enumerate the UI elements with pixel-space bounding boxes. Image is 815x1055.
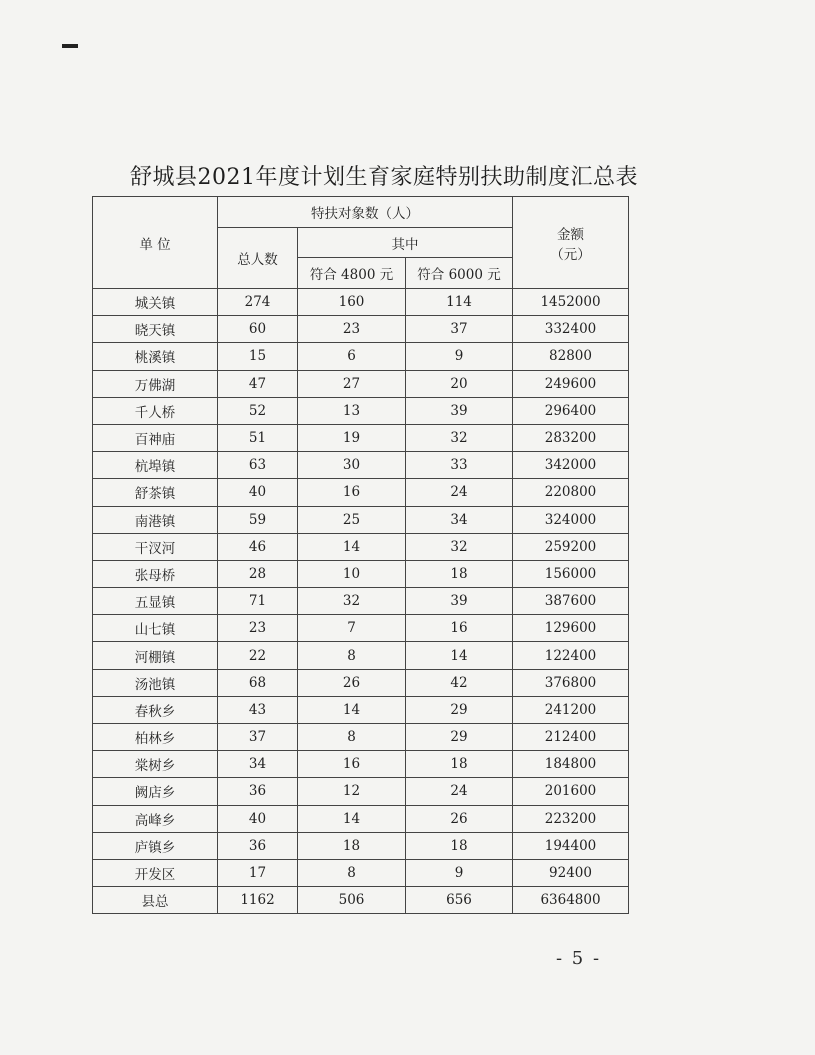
header-meet-4800: 符合 4800 元	[298, 258, 406, 289]
cell-4800: 8	[298, 859, 406, 886]
cell-unit: 汤池镇	[93, 669, 218, 696]
cell-unit: 高峰乡	[93, 805, 218, 832]
cell-total: 71	[218, 588, 298, 615]
table-body	[93, 289, 629, 914]
cell-unit: 春秋乡	[93, 696, 218, 723]
cell-total: 63	[218, 452, 298, 479]
cell-4800: 14	[298, 805, 406, 832]
cell-amount: 156000	[513, 560, 629, 587]
table-row	[93, 642, 629, 669]
cell-total: 274	[218, 289, 298, 316]
cell-total: 40	[218, 479, 298, 506]
cell-4800: 18	[298, 832, 406, 859]
cell-4800: 25	[298, 506, 406, 533]
cell-amount: 201600	[513, 778, 629, 805]
cell-unit: 桃溪镇	[93, 343, 218, 370]
cell-4800: 14	[298, 696, 406, 723]
cell-total: 34	[218, 751, 298, 778]
cell-unit: 庐镇乡	[93, 832, 218, 859]
cell-6000: 18	[406, 751, 513, 778]
cell-6000: 29	[406, 696, 513, 723]
cell-amount: 129600	[513, 615, 629, 642]
cell-6000: 39	[406, 397, 513, 424]
cell-amount: 241200	[513, 696, 629, 723]
cell-total: 22	[218, 642, 298, 669]
cell-unit: 棠树乡	[93, 751, 218, 778]
cell-total: 60	[218, 316, 298, 343]
cell-6000: 39	[406, 588, 513, 615]
table-row	[93, 533, 629, 560]
cell-unit: 万佛湖	[93, 370, 218, 397]
cell-amount: 376800	[513, 669, 629, 696]
cell-unit: 县总	[93, 887, 218, 914]
cell-6000: 24	[406, 778, 513, 805]
cell-4800: 16	[298, 479, 406, 506]
cell-total: 36	[218, 832, 298, 859]
cell-total: 47	[218, 370, 298, 397]
header-amount-unit: （元）	[550, 246, 591, 263]
cell-4800: 13	[298, 397, 406, 424]
cell-unit: 晓天镇	[93, 316, 218, 343]
cell-amount: 184800	[513, 751, 629, 778]
header-total: 总人数	[218, 228, 298, 289]
table-row	[93, 696, 629, 723]
cell-4800: 26	[298, 669, 406, 696]
table-row	[93, 343, 629, 370]
cell-4800: 10	[298, 560, 406, 587]
cell-total: 46	[218, 533, 298, 560]
table-row	[93, 370, 629, 397]
cell-6000: 32	[406, 424, 513, 451]
cell-6000: 9	[406, 343, 513, 370]
cell-total: 52	[218, 397, 298, 424]
page-number: - 5 -	[556, 948, 602, 969]
cell-amount: 223200	[513, 805, 629, 832]
cell-4800: 160	[298, 289, 406, 316]
cell-amount: 283200	[513, 424, 629, 451]
table-row	[93, 805, 629, 832]
cell-4800: 12	[298, 778, 406, 805]
cell-6000: 33	[406, 452, 513, 479]
cell-unit: 张母桥	[93, 560, 218, 587]
cell-4800: 8	[298, 642, 406, 669]
cell-total: 17	[218, 859, 298, 886]
cell-total: 40	[218, 805, 298, 832]
cell-unit: 杭埠镇	[93, 452, 218, 479]
cell-6000: 16	[406, 615, 513, 642]
corner-mark	[62, 44, 78, 48]
cell-total: 59	[218, 506, 298, 533]
cell-4800: 23	[298, 316, 406, 343]
cell-6000: 14	[406, 642, 513, 669]
cell-amount: 324000	[513, 506, 629, 533]
cell-unit: 南港镇	[93, 506, 218, 533]
summary-table	[92, 196, 629, 914]
table-row	[93, 669, 629, 696]
cell-6000: 9	[406, 859, 513, 886]
cell-total: 37	[218, 724, 298, 751]
table-row	[93, 289, 629, 316]
cell-4800: 14	[298, 533, 406, 560]
table-row	[93, 615, 629, 642]
cell-unit: 舒茶镇	[93, 479, 218, 506]
cell-6000: 32	[406, 533, 513, 560]
cell-unit: 干汊河	[93, 533, 218, 560]
table-row	[93, 724, 629, 751]
table-row	[93, 887, 629, 914]
cell-amount: 249600	[513, 370, 629, 397]
cell-4800: 16	[298, 751, 406, 778]
table-row	[93, 560, 629, 587]
cell-total: 36	[218, 778, 298, 805]
cell-total: 15	[218, 343, 298, 370]
table-row	[93, 479, 629, 506]
cell-amount: 194400	[513, 832, 629, 859]
cell-unit: 阙店乡	[93, 778, 218, 805]
table-row	[93, 506, 629, 533]
cell-unit: 山七镇	[93, 615, 218, 642]
cell-4800: 7	[298, 615, 406, 642]
table-row	[93, 859, 629, 886]
cell-amount: 332400	[513, 316, 629, 343]
cell-amount: 82800	[513, 343, 629, 370]
header-meet-6000: 符合 6000 元	[406, 258, 513, 289]
cell-6000: 656	[406, 887, 513, 914]
cell-total: 23	[218, 615, 298, 642]
header-amount-label: 金额	[557, 226, 585, 243]
header-unit: 单 位	[93, 197, 218, 289]
cell-6000: 29	[406, 724, 513, 751]
cell-unit: 城关镇	[93, 289, 218, 316]
table-row	[93, 452, 629, 479]
cell-total: 1162	[218, 887, 298, 914]
cell-amount: 212400	[513, 724, 629, 751]
cell-6000: 37	[406, 316, 513, 343]
table-row	[93, 832, 629, 859]
cell-total: 28	[218, 560, 298, 587]
table-row	[93, 316, 629, 343]
cell-amount: 342000	[513, 452, 629, 479]
cell-4800: 19	[298, 424, 406, 451]
cell-total: 43	[218, 696, 298, 723]
cell-total: 51	[218, 424, 298, 451]
table-header-row	[93, 197, 629, 228]
cell-unit: 开发区	[93, 859, 218, 886]
cell-4800: 27	[298, 370, 406, 397]
cell-6000: 42	[406, 669, 513, 696]
cell-amount: 1452000	[513, 289, 629, 316]
table-row	[93, 588, 629, 615]
cell-amount: 259200	[513, 533, 629, 560]
cell-6000: 20	[406, 370, 513, 397]
cell-6000: 18	[406, 832, 513, 859]
cell-amount: 122400	[513, 642, 629, 669]
header-amount	[513, 197, 629, 289]
cell-amount: 92400	[513, 859, 629, 886]
cell-6000: 114	[406, 289, 513, 316]
cell-4800: 6	[298, 343, 406, 370]
cell-amount: 387600	[513, 588, 629, 615]
table-row	[93, 751, 629, 778]
cell-6000: 26	[406, 805, 513, 832]
cell-unit: 千人桥	[93, 397, 218, 424]
cell-4800: 30	[298, 452, 406, 479]
cell-total: 68	[218, 669, 298, 696]
table-row	[93, 397, 629, 424]
cell-unit: 五显镇	[93, 588, 218, 615]
cell-unit: 河棚镇	[93, 642, 218, 669]
cell-6000: 18	[406, 560, 513, 587]
cell-4800: 32	[298, 588, 406, 615]
table-row	[93, 778, 629, 805]
table-row	[93, 424, 629, 451]
cell-unit: 百神庙	[93, 424, 218, 451]
cell-4800: 506	[298, 887, 406, 914]
cell-amount: 296400	[513, 397, 629, 424]
cell-6000: 34	[406, 506, 513, 533]
header-of-which: 其中	[298, 228, 513, 258]
cell-unit: 柏林乡	[93, 724, 218, 751]
cell-6000: 24	[406, 479, 513, 506]
header-beneficiaries: 特扶对象数（人）	[218, 197, 513, 228]
cell-4800: 8	[298, 724, 406, 751]
cell-amount: 6364800	[513, 887, 629, 914]
cell-amount: 220800	[513, 479, 629, 506]
document-title: 舒城县2021年度计划生育家庭特别扶助制度汇总表	[130, 165, 638, 190]
